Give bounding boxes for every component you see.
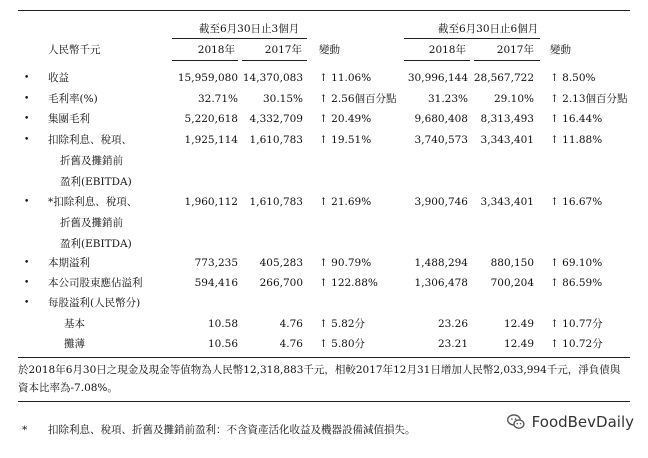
col-6m-2017-rule <box>474 60 540 61</box>
cell-3m-change: ↑ 5.80分 <box>319 338 366 350</box>
cell-3m-2017: 1,610,783 <box>249 196 303 208</box>
cell-3m-2017: 405,283 <box>259 257 303 269</box>
cell-3m-2017: 14,370,083 <box>242 72 303 84</box>
cell-6m-2017: 3,343,401 <box>480 134 534 146</box>
row-label: 本期溢利 <box>48 257 90 269</box>
table-row-bullet: • <box>24 197 30 207</box>
footnote-mark: * <box>22 424 28 436</box>
cell-3m-2018: 773,235 <box>194 257 238 269</box>
cell-3m-change: ↑ 90.79% <box>319 257 372 269</box>
cell-3m-change: ↑ 2.56個百分點 <box>319 93 397 105</box>
cell-6m-2017: 8,313,493 <box>480 113 534 125</box>
cell-3m-2018: 1,960,112 <box>184 196 238 208</box>
note-bottom-rule <box>18 401 630 402</box>
row-label-sub: 基本 <box>64 318 85 330</box>
currency-label: 人民幣千元 <box>48 44 101 56</box>
col-6m-2017-header: 2017年 <box>496 44 534 56</box>
cell-3m-2018: 1,925,114 <box>184 134 238 146</box>
cell-6m-change: ↑ 16.44% <box>550 113 603 125</box>
period-3m-header: 截至6月30日止3個月 <box>199 23 300 35</box>
row-label-line3: 盈利(EBITDA) <box>60 176 132 188</box>
cell-6m-2018: 23.21 <box>437 338 468 350</box>
period-3m-rule <box>172 38 307 39</box>
cell-6m-2018: 23.26 <box>437 318 468 330</box>
cell-6m-change: ↑ 8.50% <box>550 72 596 84</box>
row-label-line3: 盈利(EBITDA) <box>60 238 132 250</box>
col-3m-2018-header: 2018年 <box>197 44 235 56</box>
row-label: *扣除利息、稅項、 <box>48 196 138 208</box>
cell-6m-change: ↑ 10.77分 <box>550 318 603 330</box>
cell-6m-2018: 1,488,294 <box>414 257 468 269</box>
row-label: 本公司股東應佔溢利 <box>48 277 143 289</box>
cell-6m-2017: 28,567,722 <box>473 72 534 84</box>
table-row-bullet: • <box>24 298 30 308</box>
cash-note: 於2018年6月30日之現金及現金等值物為人民幣12,318,883千元，相較2017年12月31日增加人民幣2,033,994千元，淨負債與資本比率為-7.08%。 <box>18 364 621 394</box>
period-6m-header: 截至6月30日止6個月 <box>438 23 539 35</box>
cell-3m-2018: 5,220,618 <box>184 113 238 125</box>
table-row-bullet: • <box>24 94 30 104</box>
row-label-line2: 折舊及攤銷前 <box>60 217 123 229</box>
cell-6m-change: ↑ 10.72分 <box>550 338 603 350</box>
cell-3m-2017: 1,610,783 <box>249 134 303 146</box>
cell-3m-2018: 594,416 <box>194 277 238 289</box>
cell-3m-change: ↑ 5.82分 <box>319 318 366 330</box>
cell-6m-change: ↑ 2.13個百分點 <box>550 93 628 105</box>
col-6m-change-header: 變動 <box>550 44 571 56</box>
col-6m-2018-header: 2018年 <box>428 44 466 56</box>
watermark-text: FoodBevDaily <box>531 413 634 431</box>
cell-6m-2018: 3,900,746 <box>414 196 468 208</box>
cell-3m-2018: 10.58 <box>207 318 238 330</box>
cell-3m-2018: 32.71% <box>197 93 238 105</box>
cell-3m-2017: 4.76 <box>279 338 303 350</box>
cell-6m-change: ↑ 69.10% <box>550 257 603 269</box>
cell-6m-2018: 9,680,408 <box>414 113 468 125</box>
cell-3m-change: ↑ 11.06% <box>319 72 372 84</box>
row-label: 收益 <box>48 72 69 84</box>
wechat-icon <box>506 412 526 432</box>
row-label: 毛利率(%) <box>48 93 98 105</box>
table-bottom-rule <box>18 357 630 358</box>
watermark <box>506 412 634 432</box>
cell-3m-2017: 4.76 <box>279 318 303 330</box>
table-row-bullet: • <box>24 114 30 124</box>
cell-3m-change: ↑ 19.51% <box>319 134 372 146</box>
cell-3m-change: ↑ 21.69% <box>319 196 372 208</box>
cell-6m-2017: 29.10% <box>493 93 534 105</box>
cell-3m-change: ↑ 20.49% <box>319 113 372 125</box>
cell-6m-2017: 12.49 <box>503 318 534 330</box>
table-row-bullet: • <box>24 258 30 268</box>
ebitda-footnote: 扣除利息、稅項、折舊及攤銷前盈利：不含資產活化收益及機器設備減值損失。 <box>48 424 416 436</box>
cell-3m-2017: 4,332,709 <box>249 113 303 125</box>
table-row-bullet: • <box>24 135 30 145</box>
row-label: 每股溢利(人民幣分) <box>48 297 141 309</box>
row-label-line2: 折舊及攤銷前 <box>60 155 123 167</box>
row-label: 扣除利息、稅項、 <box>48 134 132 146</box>
cell-3m-change: ↑ 122.88% <box>319 277 378 289</box>
cell-6m-2018: 1,306,478 <box>414 277 468 289</box>
cell-6m-2017: 880,150 <box>490 257 534 269</box>
cell-6m-change: ↑ 11.88% <box>550 134 603 146</box>
cell-6m-2017: 3,343,401 <box>480 196 534 208</box>
cell-6m-2017: 12.49 <box>503 338 534 350</box>
cell-6m-2018: 30,996,144 <box>407 72 468 84</box>
col-3m-2018-rule <box>172 60 238 61</box>
period-6m-rule <box>404 38 540 39</box>
row-label-sub: 攤薄 <box>64 338 85 350</box>
table-row-bullet: • <box>24 278 30 288</box>
top-rule <box>18 10 630 11</box>
row-label: 集團毛利 <box>48 113 90 125</box>
cell-3m-2018: 10.56 <box>207 338 238 350</box>
cell-3m-2018: 15,959,080 <box>177 72 238 84</box>
table-row-bullet: • <box>24 73 30 83</box>
cell-3m-2017: 30.15% <box>262 93 303 105</box>
cell-6m-2017: 700,204 <box>490 277 534 289</box>
col-3m-2017-header: 2017年 <box>264 44 302 56</box>
col-3m-change-header: 變動 <box>319 44 340 56</box>
col-3m-2017-rule <box>242 60 307 61</box>
cell-6m-change: ↑ 86.59% <box>550 277 603 289</box>
cell-6m-change: ↑ 16.67% <box>550 196 603 208</box>
cell-3m-2017: 266,700 <box>259 277 303 289</box>
cell-6m-2018: 3,740,573 <box>414 134 468 146</box>
cell-6m-2018: 31.23% <box>427 93 468 105</box>
col-6m-2018-rule <box>404 60 470 61</box>
